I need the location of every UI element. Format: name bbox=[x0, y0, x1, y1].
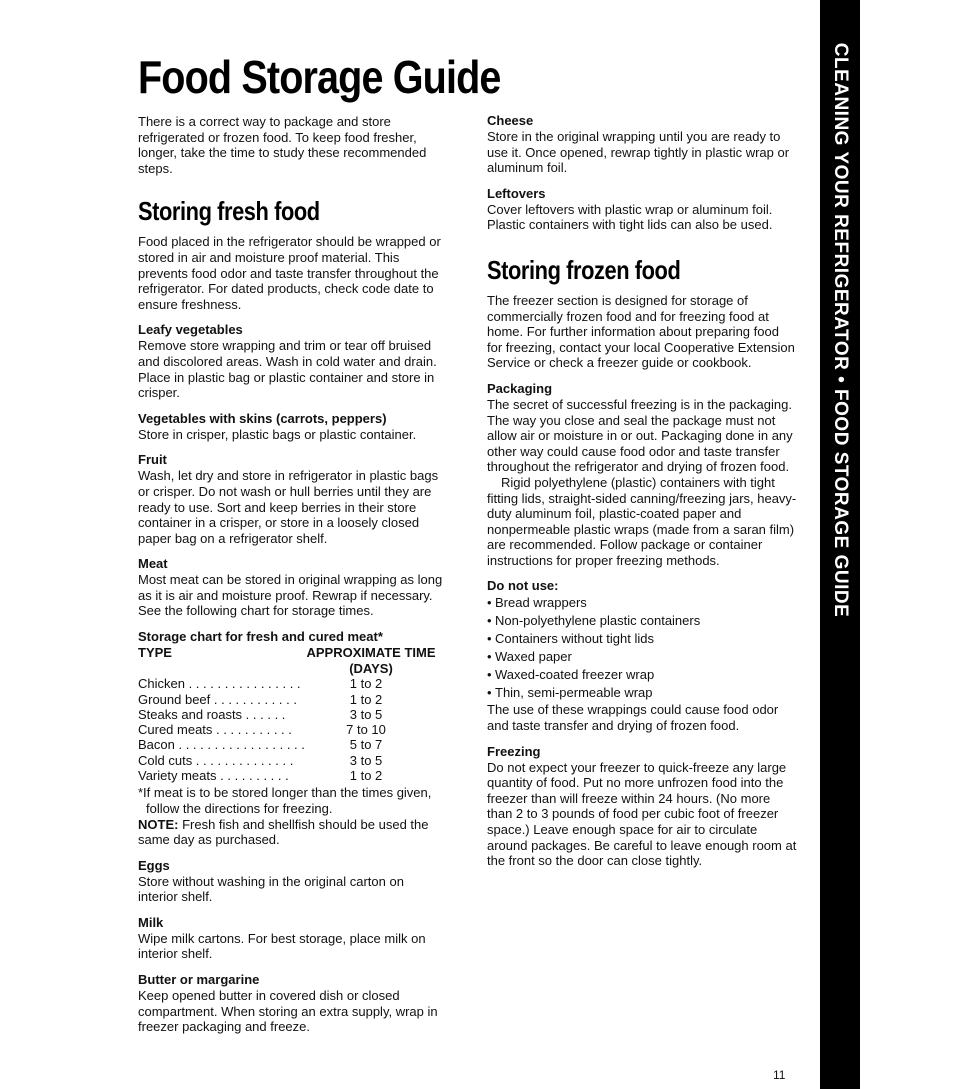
meat-text: Most meat can be stored in original wrapping as long as it is air and moisture proof. Rewrap if necessary. See the following chart for storage times. bbox=[138, 572, 443, 619]
left-column bbox=[138, 114, 444, 1035]
intro-paragraph: There is a correct way to package and store refrigerated or frozen food. To keep food fresher, longer, take the time to study these recommended steps. bbox=[138, 114, 427, 176]
right-column bbox=[487, 113, 797, 869]
storing-fresh-food-heading: Storing fresh food bbox=[138, 196, 320, 227]
eggs-heading: Eggs bbox=[138, 857, 170, 873]
packaging-heading: Packaging bbox=[487, 380, 553, 396]
chart-row bbox=[138, 737, 444, 752]
chart-cell-time: 1 to 2 bbox=[349, 691, 383, 707]
bullet-icon: • bbox=[487, 613, 492, 629]
chart-cell-time: 3 to 5 bbox=[349, 706, 383, 722]
chart-cell-time: 5 to 7 bbox=[349, 737, 383, 753]
chart-row bbox=[138, 768, 444, 783]
storage-chart-title: Storage chart for fresh and cured meat* bbox=[138, 629, 383, 645]
chart-cell-type: Steaks and roasts . . . . . . bbox=[138, 706, 286, 722]
list-item bbox=[487, 666, 797, 684]
packaging-text-2: Rigid polyethylene (plastic) containers with tight fitting lids, straight-sided canning/freezing jars, heavy-duty aluminum foil, plastic-coated paper and nonpermeable plastic wraps (made from a saran film) are recommended. Follow package or container instructions for proper freezing methods. bbox=[487, 474, 797, 568]
chart-cell-type: Chicken . . . . . . . . . . . . . . . . bbox=[138, 676, 301, 692]
bullet-icon: • bbox=[487, 685, 492, 701]
chart-row bbox=[138, 753, 444, 768]
list-item-text: Waxed-coated freezer wrap bbox=[495, 667, 655, 683]
fresh-intro-paragraph: Food placed in the refrigerator should be wrapped or stored in air and moisture proof material. This prevents food odor and taste transfer throughout the refrigerator. For dated products, check code date to ensure freshness. bbox=[138, 234, 441, 312]
chart-row bbox=[138, 707, 444, 722]
side-tab-label: CLEANING YOUR REFRIGERATOR • FOOD STORAGE GUIDE bbox=[830, 42, 851, 618]
fruit-text: Wash, let dry and store in refrigerator in plastic bags or crisper. Do not wash or hull berries until they are ready to use. Sort and keep berries in their store container in a crisper, or store in a loosely closed paper bag on a refrigerator shelf. bbox=[138, 468, 439, 546]
chart-row bbox=[138, 722, 444, 737]
butter-heading: Butter or margarine bbox=[138, 972, 260, 988]
list-item-text: Bread wrappers bbox=[495, 595, 587, 611]
list-item bbox=[487, 630, 797, 648]
chart-col-type: TYPE bbox=[138, 645, 172, 661]
vegetables-skins-text: Store in crisper, plastic bags or plastic container. bbox=[138, 426, 417, 442]
packaging-text-1: The secret of successful freezing is in the packaging. The way you close and seal the package must not allow air or moisture in or out. Packaging done in any other way could cause food odor and taste transfer throughout the refrigerator and drying of frozen food. bbox=[487, 396, 793, 475]
meat-heading: Meat bbox=[138, 556, 168, 572]
list-item-text: Non-polyethylene plastic containers bbox=[495, 613, 701, 629]
page-number: 11 bbox=[773, 1068, 786, 1082]
list-item bbox=[487, 612, 797, 630]
list-item-text: Containers without tight lids bbox=[495, 631, 654, 647]
cheese-heading: Cheese bbox=[487, 113, 534, 128]
butter-text: Keep opened butter in covered dish or closed compartment. When storing an extra supply, wrap in freezer packaging and freeze. bbox=[138, 988, 438, 1035]
chart-cell-time: 1 to 2 bbox=[349, 676, 383, 692]
storing-frozen-food-heading: Storing frozen food bbox=[487, 254, 681, 285]
storage-chart-header bbox=[138, 645, 444, 676]
bullet-icon: • bbox=[487, 649, 492, 665]
chart-cell-type: Bacon . . . . . . . . . . . . . . . . . . bbox=[138, 737, 305, 753]
freezing-text: Do not expect your freezer to quick-freeze any large quantity of food. Put no more unfrozen food into the freezer than will freeze within 24 hours. (No more than 2 to 3 pounds of food per cubic foot of freezer space.) Leave enough space for air to circulate around packages. Be careful to leave enough room at the front so the door can close tightly. bbox=[487, 759, 797, 869]
cheese-text: Store in the original wrapping until you are ready to use it. Once opened, rewrap tightly in plastic wrap or aluminum foil. bbox=[487, 129, 790, 176]
milk-heading: Milk bbox=[138, 914, 164, 930]
leafy-vegetables-text: Remove store wrapping and trim or tear off bruised and discolored areas. Wash in cold water and drain. Place in plastic bag or plastic container and store in crisper. bbox=[138, 338, 437, 401]
eggs-text: Store without washing in the original carton on interior shelf. bbox=[138, 873, 404, 905]
chart-cell-type: Cured meats . . . . . . . . . . . bbox=[138, 722, 292, 738]
note-text: Fresh fish and shellfish should be used the same day as purchased. bbox=[138, 816, 429, 848]
chart-row bbox=[138, 676, 444, 691]
do-not-use-heading: Do not use: bbox=[487, 578, 559, 594]
list-item bbox=[487, 648, 797, 666]
chart-cell-type: Cold cuts . . . . . . . . . . . . . . bbox=[138, 752, 294, 768]
page-title: Food Storage Guide bbox=[138, 51, 501, 103]
frozen-intro-paragraph: The freezer section is designed for storage of commercially frozen food and for freezing food at home. For further information about preparing food for freezing, contact your local Cooperative Extension Service or check a freezer guide or cookbook. bbox=[487, 292, 795, 371]
leftovers-text: Cover leftovers with plastic wrap or aluminum foil. Plastic containers with tight lids can also be used. bbox=[487, 201, 773, 233]
freezing-heading: Freezing bbox=[487, 743, 541, 759]
chart-cell-time: 3 to 5 bbox=[349, 752, 383, 768]
chart-col-time: APPROXIMATE TIME (DAYS) bbox=[306, 645, 436, 676]
do-not-use-after-text: The use of these wrappings could cause food odor and taste transfer and drying of frozen food. bbox=[487, 702, 779, 734]
chart-row bbox=[138, 692, 444, 707]
list-item-text: Waxed paper bbox=[495, 649, 572, 665]
list-item bbox=[487, 594, 797, 612]
chart-cell-type: Variety meats . . . . . . . . . . bbox=[138, 768, 289, 784]
storage-chart-rows bbox=[138, 676, 444, 783]
milk-text: Wipe milk cartons. For best storage, place milk on interior shelf. bbox=[138, 930, 426, 962]
leafy-vegetables-heading: Leafy vegetables bbox=[138, 322, 243, 338]
bullet-icon: • bbox=[487, 631, 492, 647]
do-not-use-list bbox=[487, 594, 797, 702]
chart-cell-type: Ground beef . . . . . . . . . . . . bbox=[138, 691, 297, 707]
vegetables-skins-heading: Vegetables with skins (carrots, peppers) bbox=[138, 410, 387, 426]
leftovers-heading: Leftovers bbox=[487, 185, 546, 201]
note-paragraph bbox=[138, 817, 444, 848]
chart-footnote: *If meat is to be stored longer than the times given, follow the directions for freezing. bbox=[138, 785, 432, 816]
fruit-heading: Fruit bbox=[138, 452, 167, 468]
chart-cell-time: 1 to 2 bbox=[349, 768, 383, 784]
bullet-icon: • bbox=[487, 667, 492, 683]
bullet-icon: • bbox=[487, 595, 492, 611]
chart-cell-time: 7 to 10 bbox=[346, 722, 386, 738]
note-label: NOTE: bbox=[138, 816, 179, 832]
list-item bbox=[487, 684, 797, 702]
list-item-text: Thin, semi-permeable wrap bbox=[495, 685, 653, 701]
